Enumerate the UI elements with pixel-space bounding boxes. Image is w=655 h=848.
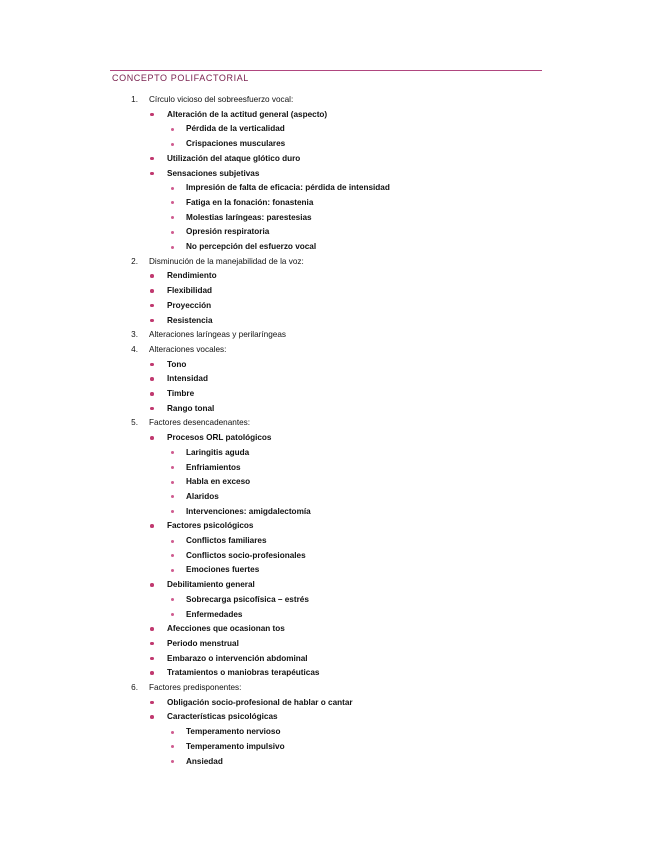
outline-item-level-3 xyxy=(0,196,655,210)
item-number: 5. xyxy=(131,418,138,428)
bullet-icon xyxy=(171,240,177,254)
bullet-icon xyxy=(171,563,177,577)
item-text: Intervenciones: amigdalectomía xyxy=(186,506,311,516)
item-text: Utilización del ataque glótico duro xyxy=(167,153,301,163)
outline-item-level-2 xyxy=(0,578,655,592)
bullet-icon xyxy=(150,431,156,445)
bullet-icon xyxy=(150,387,156,401)
bullet-icon xyxy=(171,505,177,519)
bullet-icon xyxy=(150,167,156,181)
outline-item-level-3 xyxy=(0,563,655,577)
outline-item-level-2 xyxy=(0,637,655,651)
outline-item-level-1 xyxy=(0,93,655,107)
bullet-icon xyxy=(150,108,156,122)
item-number: 1. xyxy=(131,95,138,104)
bullet-icon xyxy=(150,314,156,328)
bullet-icon xyxy=(171,137,177,151)
outline-item-level-3 xyxy=(0,475,655,489)
item-text: Flexibilidad xyxy=(167,286,213,296)
item-text: Timbre xyxy=(167,389,195,398)
outline-item-level-3 xyxy=(0,608,655,622)
item-text: Afecciones que ocasionan tos xyxy=(167,624,285,634)
outline-item-level-2 xyxy=(0,372,655,386)
item-text: Laringitis aguda xyxy=(186,447,250,457)
bullet-icon xyxy=(150,696,156,710)
bullet-icon xyxy=(150,152,156,166)
outline-item-level-3 xyxy=(0,122,655,136)
outline-item-level-2 xyxy=(0,519,655,533)
outline-item-level-2 xyxy=(0,696,655,710)
item-text: Factores psicológicos xyxy=(167,521,254,531)
title-rule xyxy=(110,70,542,71)
item-text: Procesos ORL patológicos xyxy=(167,433,272,443)
bullet-icon xyxy=(150,358,156,372)
item-text: Debilitamiento general xyxy=(167,580,255,590)
outline-item-level-3 xyxy=(0,446,655,460)
item-text: Tono xyxy=(167,359,187,369)
item-text: Conflictos socio-profesionales xyxy=(186,550,306,560)
item-text: Resistencia xyxy=(167,315,213,325)
bullet-icon xyxy=(171,181,177,195)
outline-item-level-1 xyxy=(0,681,655,695)
item-text: Ansiedad xyxy=(186,756,223,766)
outline-item-level-2 xyxy=(0,358,655,372)
outline-item-level-1 xyxy=(0,328,655,342)
item-number: 4. xyxy=(131,344,138,354)
bullet-icon xyxy=(171,225,177,239)
item-text: Pérdida de la verticalidad xyxy=(186,124,285,134)
outline-item-level-2 xyxy=(0,402,655,416)
bullet-icon xyxy=(171,461,177,475)
bullet-icon xyxy=(150,666,156,680)
item-text: Enfermedades xyxy=(186,609,243,619)
item-text: Obligación socio-profesional de hablar o cantar xyxy=(167,697,353,707)
item-text: Alteración de la actitud general (aspecto) xyxy=(167,109,328,119)
bullet-icon xyxy=(171,725,177,739)
item-text: Conflictos familiares xyxy=(186,536,267,545)
outline-item-level-3 xyxy=(0,240,655,254)
bullet-icon xyxy=(171,446,177,460)
item-text: Fatiga en la fonación: fonastenia xyxy=(186,197,314,207)
outline-item-level-1 xyxy=(0,255,655,269)
outline-item-level-2 xyxy=(0,167,655,181)
outline-item-level-2 xyxy=(0,622,655,636)
outline-item-level-3 xyxy=(0,211,655,225)
item-text: Rango tonal xyxy=(167,403,215,413)
bullet-icon xyxy=(150,710,156,724)
outline-item-level-2 xyxy=(0,314,655,328)
item-text: Molestias laríngeas: parestesias xyxy=(186,212,312,222)
outline-item-level-3 xyxy=(0,593,655,607)
item-text: Intensidad xyxy=(167,374,208,384)
outline-item-level-2 xyxy=(0,108,655,122)
outline-item-level-2 xyxy=(0,284,655,298)
outline-item-level-2 xyxy=(0,152,655,166)
item-text: Sobrecarga psicofísica – estrés xyxy=(186,594,309,604)
bullet-icon xyxy=(150,622,156,636)
outline-item-level-3 xyxy=(0,740,655,754)
item-text: Tratamientos o maniobras terapéuticas xyxy=(167,668,320,678)
item-text: Temperamento nervioso xyxy=(186,727,281,737)
item-number: 3. xyxy=(131,330,138,340)
item-text: Periodo menstrual xyxy=(167,638,239,648)
bullet-icon xyxy=(171,740,177,754)
bullet-icon xyxy=(171,593,177,607)
item-text: Enfriamientos xyxy=(186,462,241,472)
item-text: Disminución de la manejabilidad de la voz: xyxy=(149,256,304,266)
item-text: Alteraciones vocales: xyxy=(149,344,227,354)
outline-item-level-3 xyxy=(0,534,655,548)
item-text: Habla en exceso xyxy=(186,477,251,487)
item-text: Círculo vicioso del sobreesfuerzo vocal: xyxy=(149,95,294,104)
item-number: 6. xyxy=(131,683,138,692)
item-text: Temperamento impulsivo xyxy=(186,741,285,751)
bullet-icon xyxy=(150,269,156,283)
bullet-icon xyxy=(171,608,177,622)
page-title: CONCEPTO POLIFACTORIAL xyxy=(112,73,249,83)
item-text: Alaridos xyxy=(186,491,219,501)
item-text: Alteraciones laríngeas y perilaríngeas xyxy=(149,330,286,340)
bullet-icon xyxy=(171,122,177,136)
bullet-icon xyxy=(150,578,156,592)
outline-item-level-2 xyxy=(0,269,655,283)
bullet-icon xyxy=(171,549,177,563)
outline-item-level-1 xyxy=(0,343,655,357)
bullet-icon xyxy=(171,534,177,548)
item-text: Opresión respiratoria xyxy=(186,227,270,237)
outline-item-level-3 xyxy=(0,549,655,563)
bullet-icon xyxy=(150,652,156,666)
item-text: Factores desencadenantes: xyxy=(149,418,251,428)
outline-item-level-3 xyxy=(0,505,655,519)
outline-item-level-2 xyxy=(0,299,655,313)
bullet-icon xyxy=(171,196,177,210)
outline-item-level-2 xyxy=(0,710,655,724)
outline-item-level-3 xyxy=(0,461,655,475)
outline-item-level-1 xyxy=(0,416,655,430)
bullet-icon xyxy=(150,519,156,533)
outline-item-level-3 xyxy=(0,225,655,239)
item-text: Crispaciones musculares xyxy=(186,139,286,149)
outline-item-level-3 xyxy=(0,755,655,769)
item-number: 2. xyxy=(131,256,138,266)
bullet-icon xyxy=(171,490,177,504)
item-text: No percepción del esfuerzo vocal xyxy=(186,242,317,251)
item-text: Sensaciones subjetivas xyxy=(167,168,260,178)
bullet-icon xyxy=(150,402,156,416)
bullet-icon xyxy=(150,284,156,298)
outline-item-level-3 xyxy=(0,725,655,739)
outline-item-level-2 xyxy=(0,431,655,445)
outline-item-level-2 xyxy=(0,387,655,401)
item-text: Emociones fuertes xyxy=(186,565,260,575)
outline-item-level-2 xyxy=(0,666,655,680)
bullet-icon xyxy=(150,637,156,651)
item-text: Factores predisponentes: xyxy=(149,683,242,692)
bullet-icon xyxy=(150,299,156,313)
item-text: Proyección xyxy=(167,300,212,310)
outline-item-level-3 xyxy=(0,137,655,151)
item-text: Embarazo o intervención abdominal xyxy=(167,653,308,663)
outline-item-level-3 xyxy=(0,181,655,195)
item-text: Impresión de falta de eficacia: pérdida de intensidad xyxy=(186,183,390,193)
bullet-icon xyxy=(171,755,177,769)
item-text: Rendimiento xyxy=(167,271,217,281)
outline-item-level-2 xyxy=(0,652,655,666)
outline-item-level-3 xyxy=(0,490,655,504)
bullet-icon xyxy=(171,475,177,489)
item-text: Características psicológicas xyxy=(167,712,278,722)
bullet-icon xyxy=(150,372,156,386)
bullet-icon xyxy=(171,211,177,225)
